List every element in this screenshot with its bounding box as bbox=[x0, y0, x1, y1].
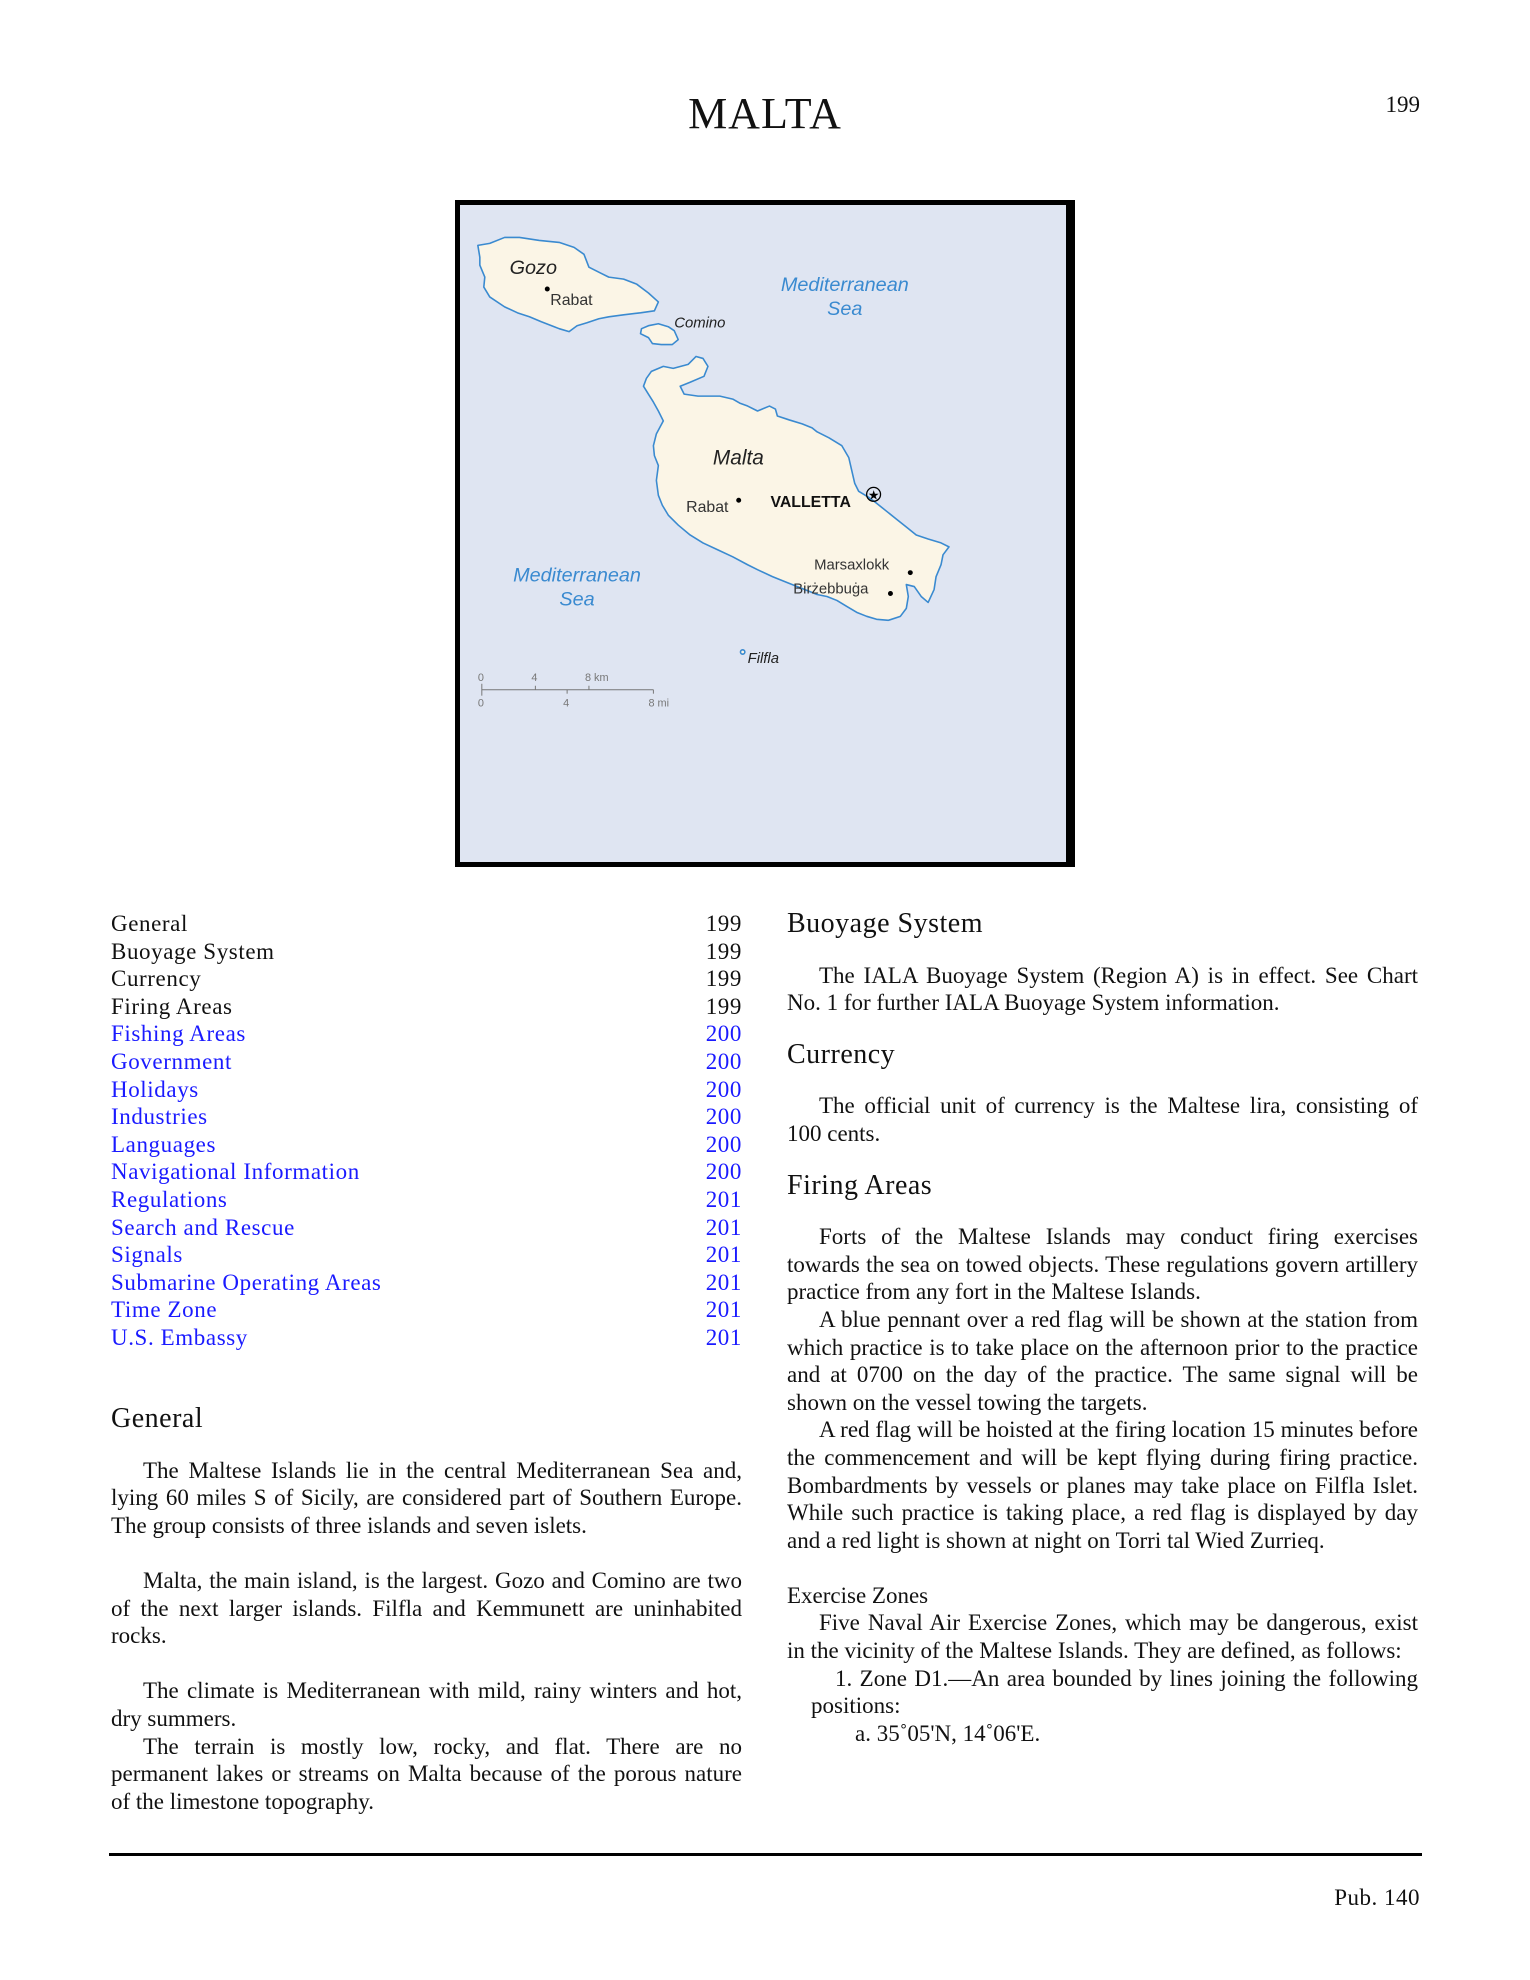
toc-entry[interactable] bbox=[111, 1103, 742, 1131]
toc-entry-label: Buoyage System bbox=[111, 938, 275, 964]
toc-entry bbox=[111, 938, 742, 966]
toc-entry-page[interactable]: 200 bbox=[705, 1048, 742, 1074]
toc-entry-page[interactable]: 201 bbox=[705, 1242, 742, 1268]
toc-entry[interactable] bbox=[111, 1324, 742, 1352]
malta-map bbox=[455, 200, 1075, 867]
toc-entry[interactable] bbox=[111, 1048, 742, 1076]
publication-number: Pub. 140 bbox=[1334, 1885, 1420, 1910]
toc-entry-page[interactable]: 201 bbox=[705, 1324, 742, 1350]
toc-entry[interactable] bbox=[111, 1158, 742, 1186]
general-heading: General bbox=[111, 1403, 204, 1434]
firing-paragraph-2: A blue pennant over a red flag will be shown at the station from which practice is to take place on the afternoon prior to the practice and at 0700 on the day of the practice. The same signal will be shown on the vessel towing the targets. bbox=[787, 1306, 1418, 1415]
toc-entry-page: 199 bbox=[705, 966, 742, 992]
label-valletta: VALLETTA bbox=[770, 494, 851, 512]
toc-entry[interactable] bbox=[111, 1020, 742, 1048]
footer-rule bbox=[109, 1853, 1422, 1856]
toc-entry bbox=[111, 993, 742, 1021]
toc-entry bbox=[111, 910, 742, 938]
toc-entry-page[interactable]: 201 bbox=[705, 1186, 742, 1212]
comino-island bbox=[641, 324, 679, 345]
svg-text:★: ★ bbox=[867, 488, 880, 503]
buoyage-paragraph: The IALA Buoyage System (Region A) is in effect. See Chart No. 1 for further IALA Buoyage System information. bbox=[787, 962, 1418, 1016]
toc-entry-label: Currency bbox=[111, 966, 202, 992]
zone-d1-item: 1. Zone D1.—An area bounded by lines joining the following positions: bbox=[811, 1665, 1418, 1719]
general-section bbox=[111, 1405, 742, 1815]
toc-entry-label[interactable]: Search and Rescue bbox=[111, 1214, 295, 1240]
label-comino: Comino bbox=[674, 315, 726, 332]
label-sea-sw-2: Sea bbox=[559, 588, 595, 611]
map-graphic bbox=[460, 205, 1066, 862]
scale-km-0: 0 bbox=[477, 671, 484, 684]
page-title: MALTA bbox=[688, 89, 842, 138]
scale-km-8: 8 km bbox=[584, 671, 609, 684]
toc-entry-label[interactable]: Submarine Operating Areas bbox=[111, 1269, 382, 1295]
label-sea-ne-2: Sea bbox=[827, 297, 863, 320]
toc-entry[interactable] bbox=[111, 1241, 742, 1269]
toc-entry-page[interactable]: 200 bbox=[705, 1131, 742, 1157]
toc-entry-label[interactable]: Navigational Information bbox=[111, 1159, 360, 1185]
toc-entry-page[interactable]: 201 bbox=[705, 1214, 742, 1240]
toc-entry-page: 199 bbox=[705, 911, 742, 936]
toc-entry-label[interactable]: Holidays bbox=[111, 1076, 199, 1102]
scale-km-4: 4 bbox=[531, 671, 538, 684]
gozo-rabat-dot bbox=[545, 287, 550, 292]
currency-heading: Currency bbox=[787, 1038, 896, 1070]
label-sea-sw-1: Mediterranean bbox=[513, 564, 641, 587]
toc-entry[interactable] bbox=[111, 1214, 742, 1242]
buoyage-heading: Buoyage System bbox=[787, 908, 983, 939]
general-paragraph-1: The Maltese Islands lie in the central Mediterranean Sea and, lying 60 miles S of Sicily, are considered part of Southern Europe. The group consists of three islands and seven islets. bbox=[111, 1457, 742, 1538]
filfla-islet bbox=[740, 650, 744, 654]
label-sea-ne-1: Mediterranean bbox=[780, 274, 909, 297]
toc-entry-page[interactable]: 200 bbox=[705, 1021, 742, 1047]
toc-entry[interactable] bbox=[111, 1186, 742, 1214]
firing-paragraph-3: A red flag will be hoisted at the firing location 15 minutes before the commencement and will be kept flying during firing practice. Bombardments by vessels or planes may take place on Filfla Islet. While such practice is taking place, a red flag is displayed by day and a red light is shown at night on Torri tal Wied Zurrieq. bbox=[787, 1417, 1418, 1553]
zone-d1-position-a: a. 35˚05'N, 14˚06'E. bbox=[855, 1720, 1041, 1746]
right-column bbox=[787, 910, 1418, 1747]
exercise-zones-heading: Exercise Zones bbox=[787, 1582, 929, 1608]
toc-entry bbox=[111, 965, 742, 993]
scale-mi-8: 8 mi bbox=[648, 697, 670, 710]
toc-entry-page[interactable]: 200 bbox=[705, 1104, 742, 1130]
toc-entry-label[interactable]: Regulations bbox=[111, 1186, 228, 1212]
label-gozo-rabat: Rabat bbox=[550, 291, 593, 309]
toc-entry-page: 199 bbox=[705, 993, 742, 1019]
toc-entry-page[interactable]: 201 bbox=[705, 1269, 742, 1295]
scale-mi-4: 4 bbox=[563, 697, 570, 710]
toc-entry-label: General bbox=[111, 911, 188, 936]
label-filfla: Filfla bbox=[747, 650, 780, 667]
toc-entry-label[interactable]: Industries bbox=[111, 1104, 208, 1130]
general-paragraph-4: The terrain is mostly low, rocky, and flat. There are no permanent lakes or streams on Malta because of the porous nature of the limestone topography. bbox=[111, 1733, 742, 1814]
toc-entry-label[interactable]: Signals bbox=[111, 1242, 183, 1268]
scale-mi-0: 0 bbox=[477, 697, 484, 710]
toc-entry-label[interactable]: Time Zone bbox=[111, 1297, 218, 1323]
toc-entry-label[interactable]: Fishing Areas bbox=[111, 1021, 246, 1047]
table-of-contents bbox=[111, 910, 742, 1352]
label-malta: Malta bbox=[712, 446, 764, 470]
toc-entry[interactable] bbox=[111, 1076, 742, 1104]
malta-rabat-dot bbox=[736, 498, 741, 503]
label-marsaxlokk: Marsaxlokk bbox=[814, 557, 890, 574]
firing-paragraph-1: Forts of the Maltese Islands may conduct firing exercises towards the sea on towed objects. These regulations govern artillery practice from any fort in the Maltese Islands. bbox=[787, 1224, 1418, 1305]
scale-bar bbox=[478, 672, 669, 710]
toc-entry[interactable] bbox=[111, 1269, 742, 1297]
toc-entry-label[interactable]: Languages bbox=[111, 1131, 217, 1157]
toc-entry-page[interactable]: 200 bbox=[705, 1159, 742, 1185]
exercise-zones-paragraph: Five Naval Air Exercise Zones, which may be dangerous, exist in the vicinity of the Maltese Islands. They are defined, as follows: bbox=[787, 1610, 1418, 1664]
valletta-capital-icon bbox=[867, 487, 881, 502]
label-gozo: Gozo bbox=[509, 257, 557, 280]
marsaxlokk-dot bbox=[908, 570, 913, 575]
birzebbuga-dot bbox=[888, 591, 893, 596]
toc-entry-page[interactable]: 201 bbox=[705, 1297, 742, 1323]
gozo-island bbox=[478, 237, 659, 331]
toc-entry[interactable] bbox=[111, 1131, 742, 1159]
general-paragraph-2: Malta, the main island, is the largest. Gozo and Comino are two of the next larger islands. Filfla and Kemmunett are uninhabited rocks. bbox=[111, 1567, 742, 1649]
toc-entry-label[interactable]: U.S. Embassy bbox=[111, 1324, 248, 1350]
toc-entry-label[interactable]: Government bbox=[111, 1048, 232, 1074]
firing-areas-heading: Firing Areas bbox=[787, 1169, 933, 1201]
toc-entry-page: 199 bbox=[705, 938, 742, 964]
currency-paragraph: The official unit of currency is the Maltese lira, consisting of 100 cents. bbox=[787, 1093, 1418, 1146]
toc-entry-label: Firing Areas bbox=[111, 993, 233, 1019]
general-paragraph-3: The climate is Mediterranean with mild, rainy winters and hot, dry summers. bbox=[111, 1678, 742, 1731]
label-birzebbuga: Birżebbuġa bbox=[793, 581, 869, 598]
page-number: 199 bbox=[1385, 92, 1420, 117]
toc-entry-page[interactable]: 200 bbox=[705, 1076, 742, 1102]
label-malta-rabat: Rabat bbox=[686, 499, 729, 517]
toc-entry[interactable] bbox=[111, 1296, 742, 1324]
